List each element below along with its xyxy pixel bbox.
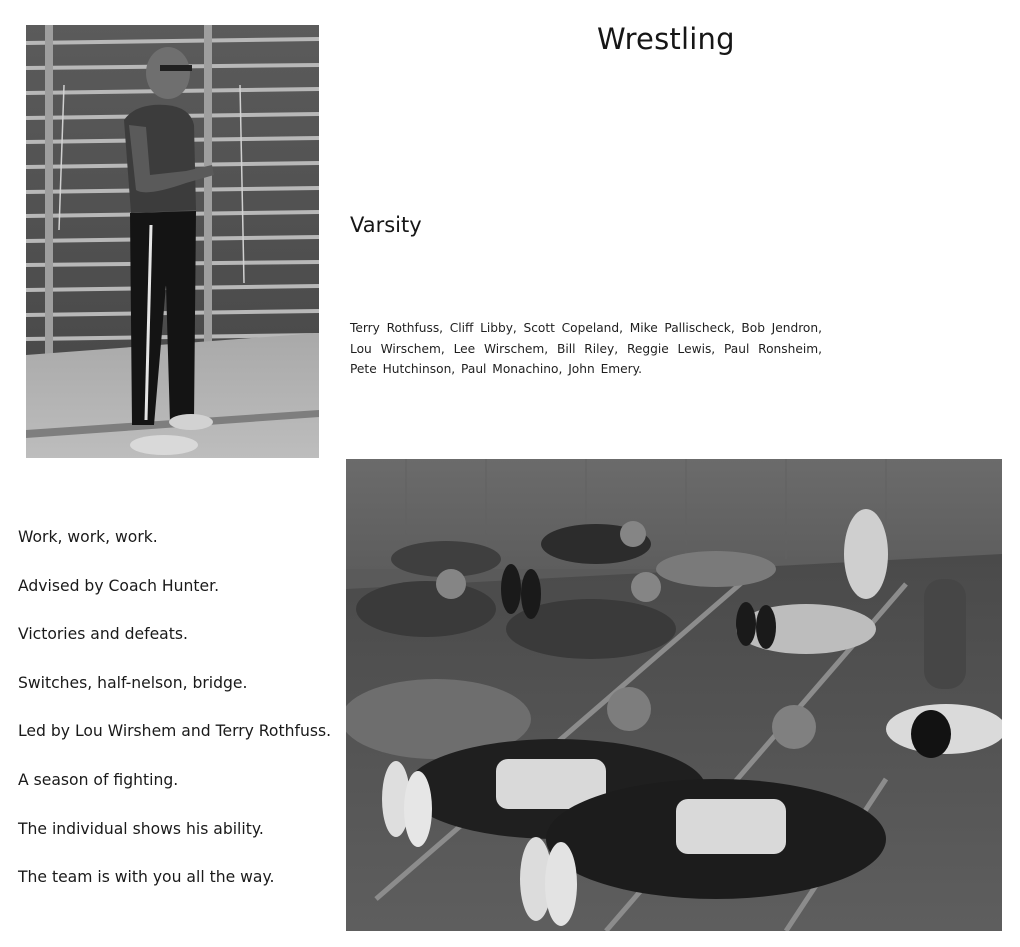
caption-item: The individual shows his ability. (18, 819, 264, 838)
varsity-roster: Terry Rothfuss, Cliff Libby, Scott Copeland, Mike Pallischeck, Bob Jendron, Lou Wirschem, Lee Wirschem, Bill Riley, Reggie Lewis, Paul Ronsheim, Pete Hutchinson, Paul Monachino, John Emery. (350, 321, 822, 376)
coach-photo (26, 25, 319, 458)
team-photo (346, 459, 1002, 931)
team-photo-illustration (346, 459, 1002, 931)
section-title: Varsity (350, 213, 422, 237)
page-title: Wrestling (597, 22, 735, 56)
caption-item: Victories and defeats. (18, 625, 188, 644)
caption-item: Work, work, work. (18, 528, 158, 546)
caption-item: The team is with you all the way. (18, 868, 275, 887)
caption-item: Switches, half-nelson, bridge. (18, 673, 248, 692)
caption-list (18, 526, 331, 915)
caption-item: Led by Lou Wirshem and Terry Rothfuss. (18, 722, 332, 741)
coach-photo-illustration (26, 25, 319, 458)
caption-item: A season of fighting. (18, 770, 179, 789)
caption-item: Advised by Coach Hunter. (18, 576, 220, 595)
